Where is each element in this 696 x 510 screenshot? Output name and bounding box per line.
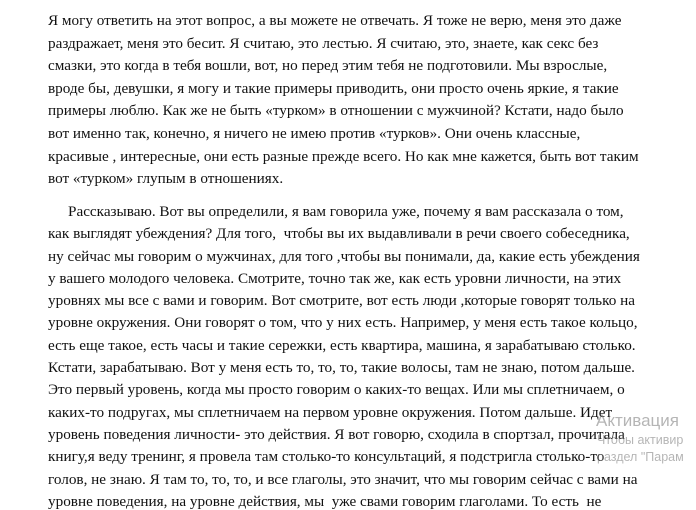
text-line: Я могу ответить на этот вопрос, а вы можете не отвечать. Я тоже не верю, меня это даже (48, 12, 622, 29)
text-line: у вашего молодого человека. Смотрите, точно так же, как есть уровни личности, на этих (48, 269, 622, 287)
watermark-line-2: раздел "Парам (597, 450, 684, 464)
text-line: смазки, это когда в тебя вошли, вот, но перед этим тебя не подготовили. Мы взрослые, (48, 57, 608, 75)
text-line: красивые , интересные, они есть разные прежде всего. Но как мне кажется, быть вот таким (48, 147, 639, 165)
watermark-line-1: Чтобы активир (597, 433, 684, 447)
text-line: книгу,я веду тренинг, я провела там столько-то консультаций, я подстригла столько-то (48, 448, 605, 466)
text-line: Кстати, зарабатываю. Вот у меня есть то, то, то, такие волосы, там не знаю, потом дальше. (48, 359, 635, 377)
text-line: уровень поведения личности- это действия. Я вот говорю, сходила в спортзал, прочитала (48, 425, 625, 443)
text-line: уровне окружения. Они говорят о том, что у них есть. Например, у меня есть такое кольцо, (48, 314, 638, 332)
text-line: как выглядят убеждения? Для того, чтобы вы их выдавливали в речи своего собеседника, (48, 225, 630, 243)
text-line: голов, не знаю. Я там то, то, то, и все глаголы, это значит, что мы говорим сейчас с вами на (48, 470, 638, 488)
text-line: уровне поведения, на уровне действия, мы уже свами говорим глаголами. То есть не (48, 492, 602, 510)
text-line: вот именно так, конечно, я ничего не имею против «турков». Они очень классные, (48, 124, 581, 142)
text-line: примеры люблю. Как же не быть «турком» в отношении с мужчиной? Кстати, надо было (48, 102, 624, 120)
watermark-title: Активация (596, 411, 679, 430)
paragraph-1 (48, 10, 696, 191)
text-line: ну сейчас мы говорим о мужчинах, для того ,чтобы вы понимали, да, какие есть убеждения (48, 247, 640, 265)
text-line: Рассказываю. Вот вы определили, я вам говорила уже, почему я вам рассказала о том, (68, 203, 624, 220)
text-line: есть еще такое, есть часы и такие сережки, есть квартира, машина, я зарабатываю столько. (48, 336, 636, 354)
paragraph-2 (48, 201, 696, 510)
text-line: вроде бы, девушки, я могу и такие примеры приводить, они просто очень яркие, я такие (48, 79, 619, 97)
text-line: Это первый уровень, когда мы просто говорим о каких-то вещах. Или мы сплетничаем, о (48, 381, 625, 399)
text-line: каких-то подругах, мы сплетничаем на первом уровне окружения. Потом дальше. Идет (48, 403, 613, 421)
text-line: раздражает, меня это бесит. Я считаю, это лестью. Я считаю, это, знаете, как секс без (48, 34, 599, 52)
text-line: вот «турком» глупым в отношениях. (48, 170, 284, 188)
text-line: уровнях мы все с вами и говорим. Вот смотрите, вот есть люди ,которые говорят только на (48, 292, 635, 310)
